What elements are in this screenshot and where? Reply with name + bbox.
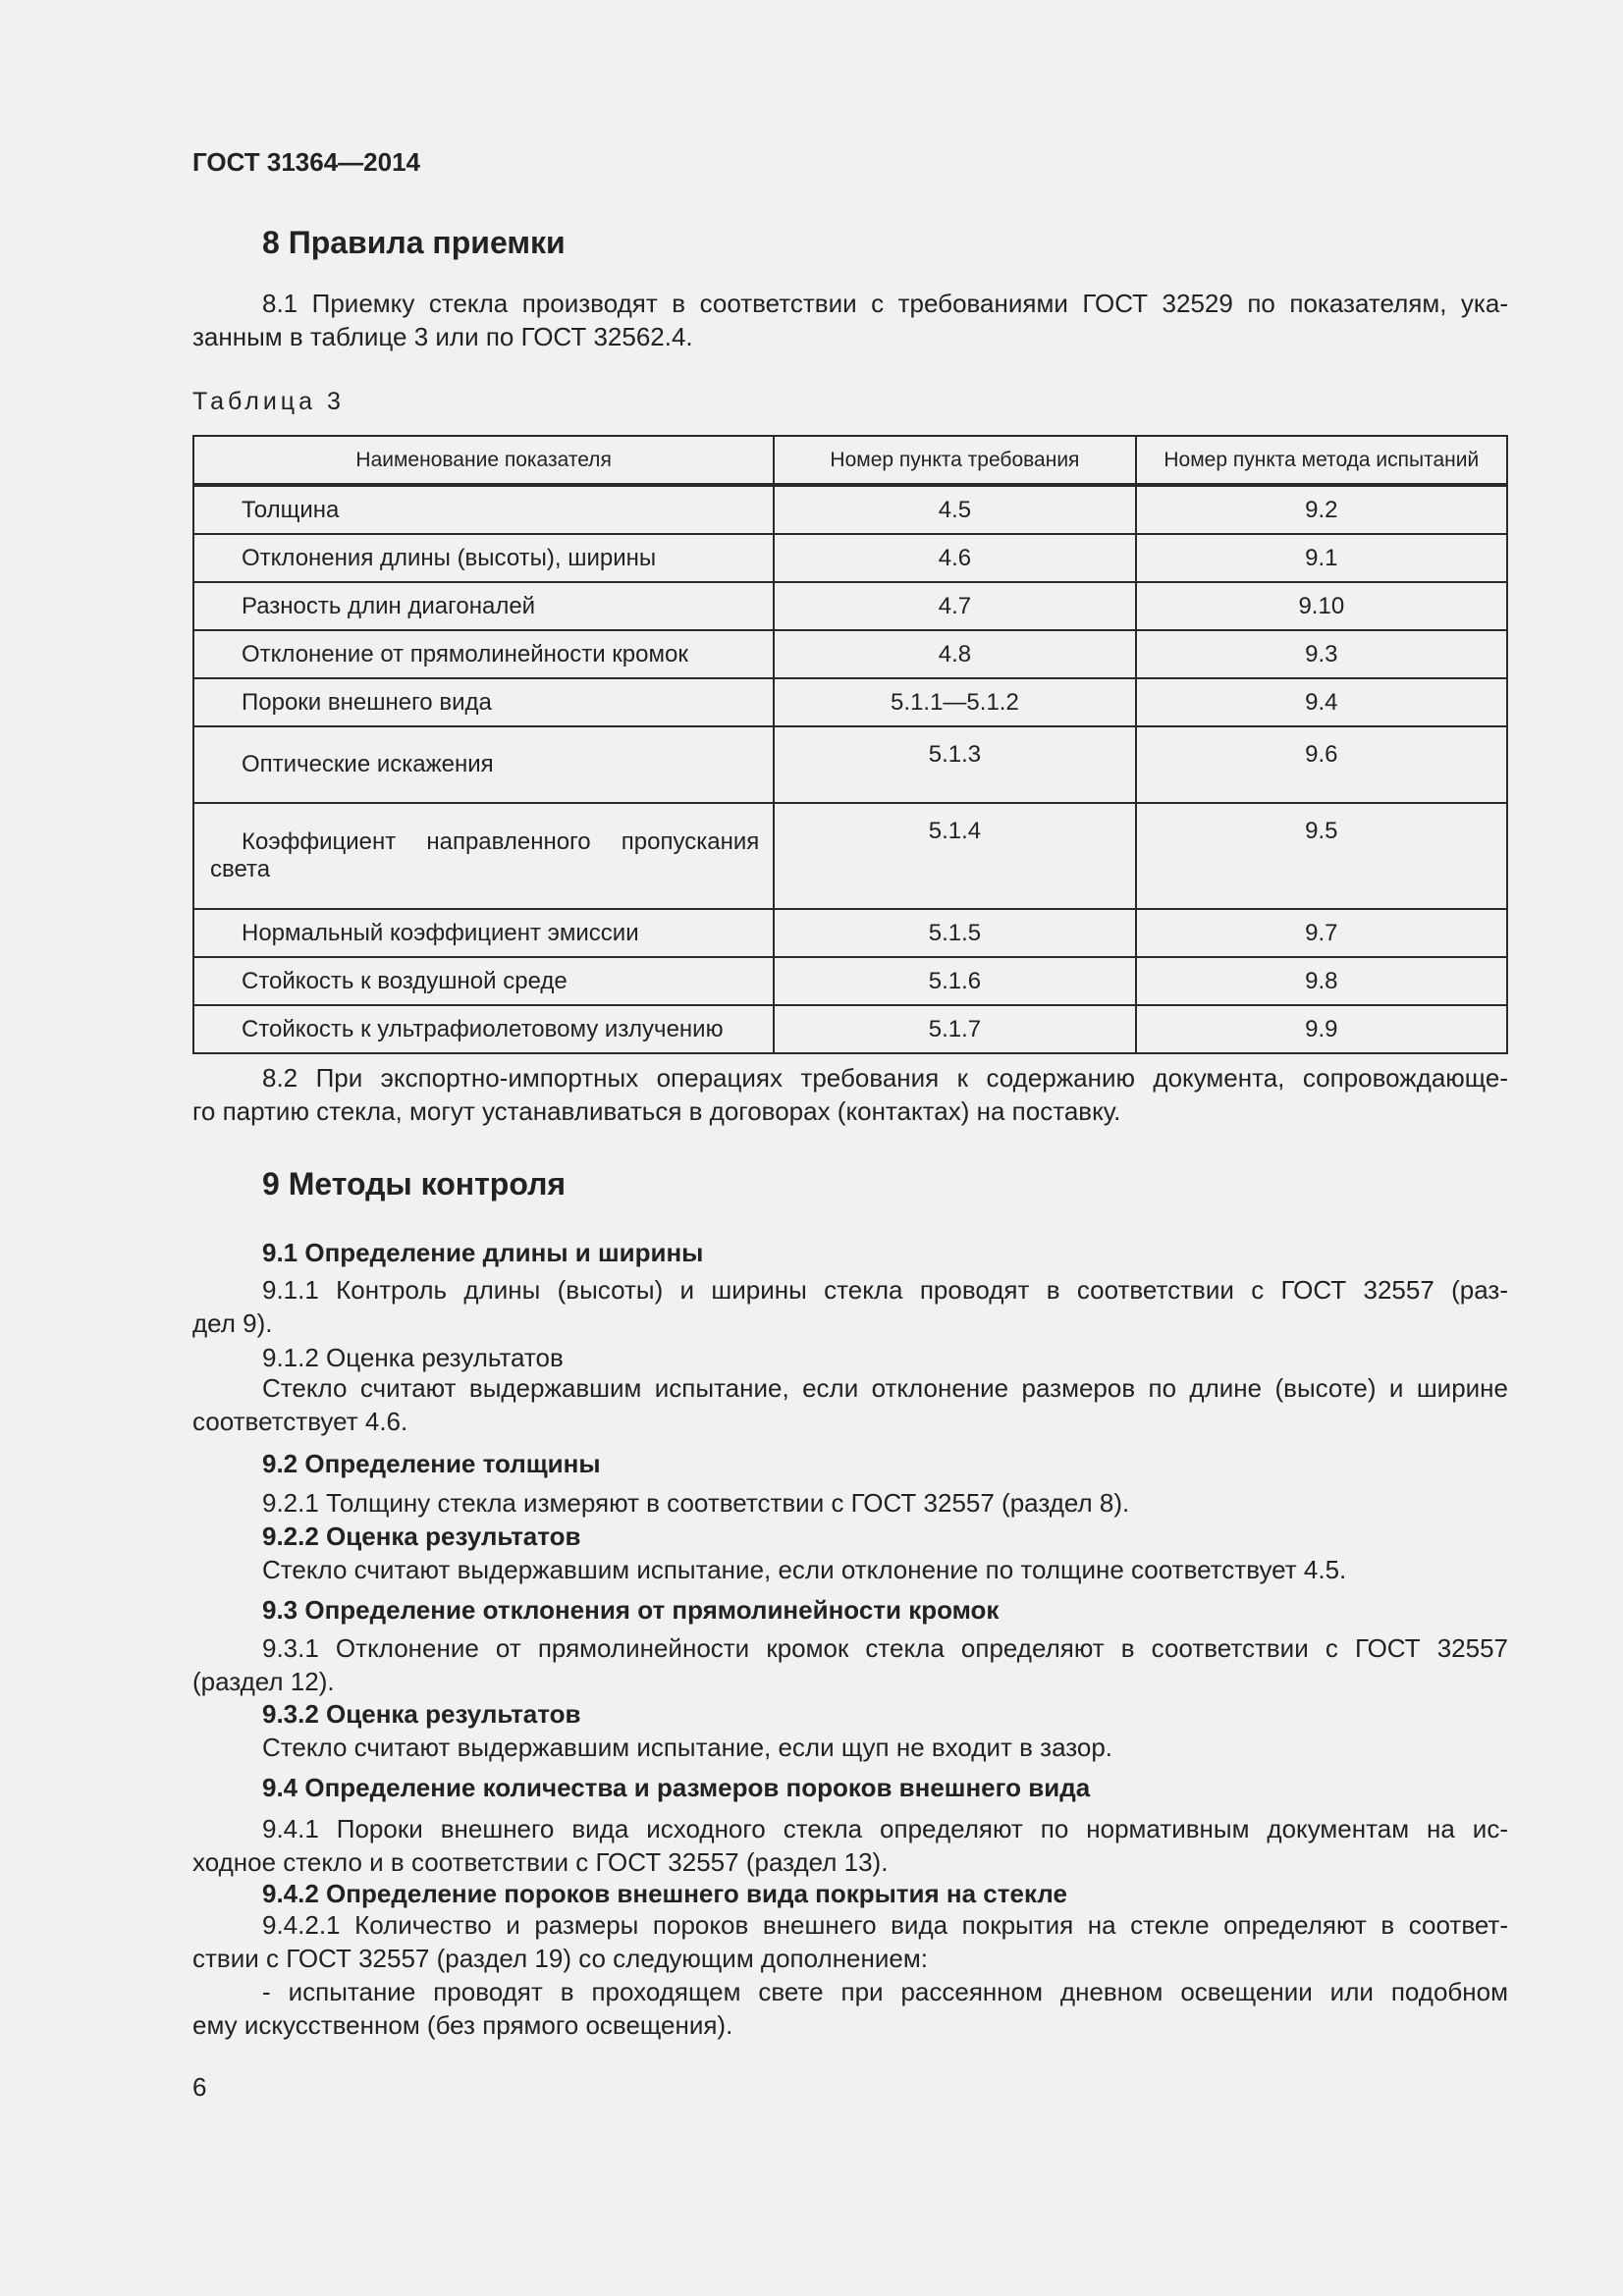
table-row: Разность длин диагоналей 4.7 9.10: [193, 582, 1507, 630]
document-code: ГОСТ 31364—2014: [192, 147, 420, 177]
paragraph-9-4-2-1: 9.4.2.1 Количество и размеры пороков внешнего вида покрытия на стекле определяют в соответ- ствии с ГОСТ 32557 (раздел 19) со следующим дополнением:: [192, 1910, 1508, 1973]
paragraph-9-2-2: Стекло считают выдержавшим испытание, если отклонение по толщине соответствует 4.5.: [262, 1555, 1347, 1584]
list-item-bullet: - испытание проводят в проходящем свете при рассеянном дневном освещении или подобном ему искусственном (без прямого освещения).: [192, 1977, 1508, 2040]
table-row: Пороки внешнего вида 5.1.1—5.1.2 9.4: [193, 678, 1507, 726]
table-caption: Таблица 3: [192, 388, 345, 415]
table-row: Стойкость к воздушной среде 5.1.6 9.8: [193, 957, 1507, 1005]
subsection-9-4-title: 9.4 Определение количества и размеров пороков внешнего вида: [262, 1773, 1091, 1802]
subsection-9-3-2-title: 9.3.2 Оценка результатов: [262, 1699, 581, 1729]
subsection-9-2-2-title: 9.2.2 Оценка результатов: [262, 1522, 581, 1551]
table-row: Оптические искажения 5.1.3 9.6: [193, 726, 1507, 803]
section-8-title: 8 Правила приемки: [262, 225, 566, 260]
paragraph-9-4-1: 9.4.1 Пороки внешнего вида исходного стекла определяют по нормативным документам на ис- ходное стекло и в соответствии с ГОСТ 32557 (раздел 13).: [192, 1814, 1508, 1877]
paragraph-8-1: 8.1 Приемку стекла производят в соответствии с требованиями ГОСТ 32529 по показателям, ука- занным в таблице 3 или по ГОСТ 32562.4.: [192, 289, 1508, 351]
header-requirement-clause: Номер пункта требования: [774, 436, 1135, 485]
page-number: 6: [192, 2072, 207, 2102]
paragraph-9-1-2: Стекло считают выдержавшим испытание, если отклонение размеров по длине (высоте) и ширине соответствует 4.6.: [192, 1373, 1508, 1436]
table-row: Отклонение от прямолинейности кромок 4.8 9.3: [193, 630, 1507, 678]
header-test-method-clause: Номер пункта метода испытаний: [1136, 436, 1507, 485]
paragraph-9-3-2: Стекло считают выдержавшим испытание, если щуп не входит в зазор.: [262, 1733, 1113, 1762]
table-row: Коэффициент направленного пропускания света 5.1.4 9.5: [193, 803, 1507, 909]
paragraph-9-3-1: 9.3.1 Отклонение от прямолинейности кромок стекла определяют в соответствии с ГОСТ 32557 (раздел 12).: [192, 1633, 1508, 1696]
subsection-9-3-title: 9.3 Определение отклонения от прямолинейности кромок: [262, 1595, 1000, 1625]
header-indicator-name: Наименование показателя: [193, 436, 774, 485]
subsection-9-2-title: 9.2 Определение толщины: [262, 1449, 601, 1478]
section-9-title: 9 Методы контроля: [262, 1166, 567, 1201]
paragraph-9-2-1: 9.2.1 Толщину стекла измеряют в соответствии с ГОСТ 32557 (раздел 8).: [262, 1488, 1130, 1518]
table-header-row: [193, 436, 1507, 485]
subsection-9-1-title: 9.1 Определение длины и ширины: [262, 1238, 704, 1267]
table-row: Стойкость к ультрафиолетовому излучению 5.1.7 9.9: [193, 1005, 1507, 1053]
subsection-9-1-2-title: 9.1.2 Оценка результатов: [262, 1343, 564, 1372]
table-row: Толщина 4.5 9.2: [193, 485, 1507, 534]
table-row: Отклонения длины (высоты), ширины 4.6 9.1: [193, 534, 1507, 582]
table-3: [192, 435, 1508, 1054]
paragraph-8-2: 8.2 При экспортно-импортных операциях требования к содержанию документа, сопровождающе- го партию стекла, могут устанавливаться в договорах (контактах) на поставку.: [192, 1063, 1508, 1126]
subsection-9-4-2-title: 9.4.2 Определение пороков внешнего вида покрытия на стекле: [262, 1879, 1067, 1908]
paragraph-9-1-1: 9.1.1 Контроль длины (высоты) и ширины стекла проводят в соответствии с ГОСТ 32557 (раз- дел 9).: [192, 1275, 1508, 1338]
table-row: Нормальный коэффициент эмиссии 5.1.5 9.7: [193, 909, 1507, 957]
